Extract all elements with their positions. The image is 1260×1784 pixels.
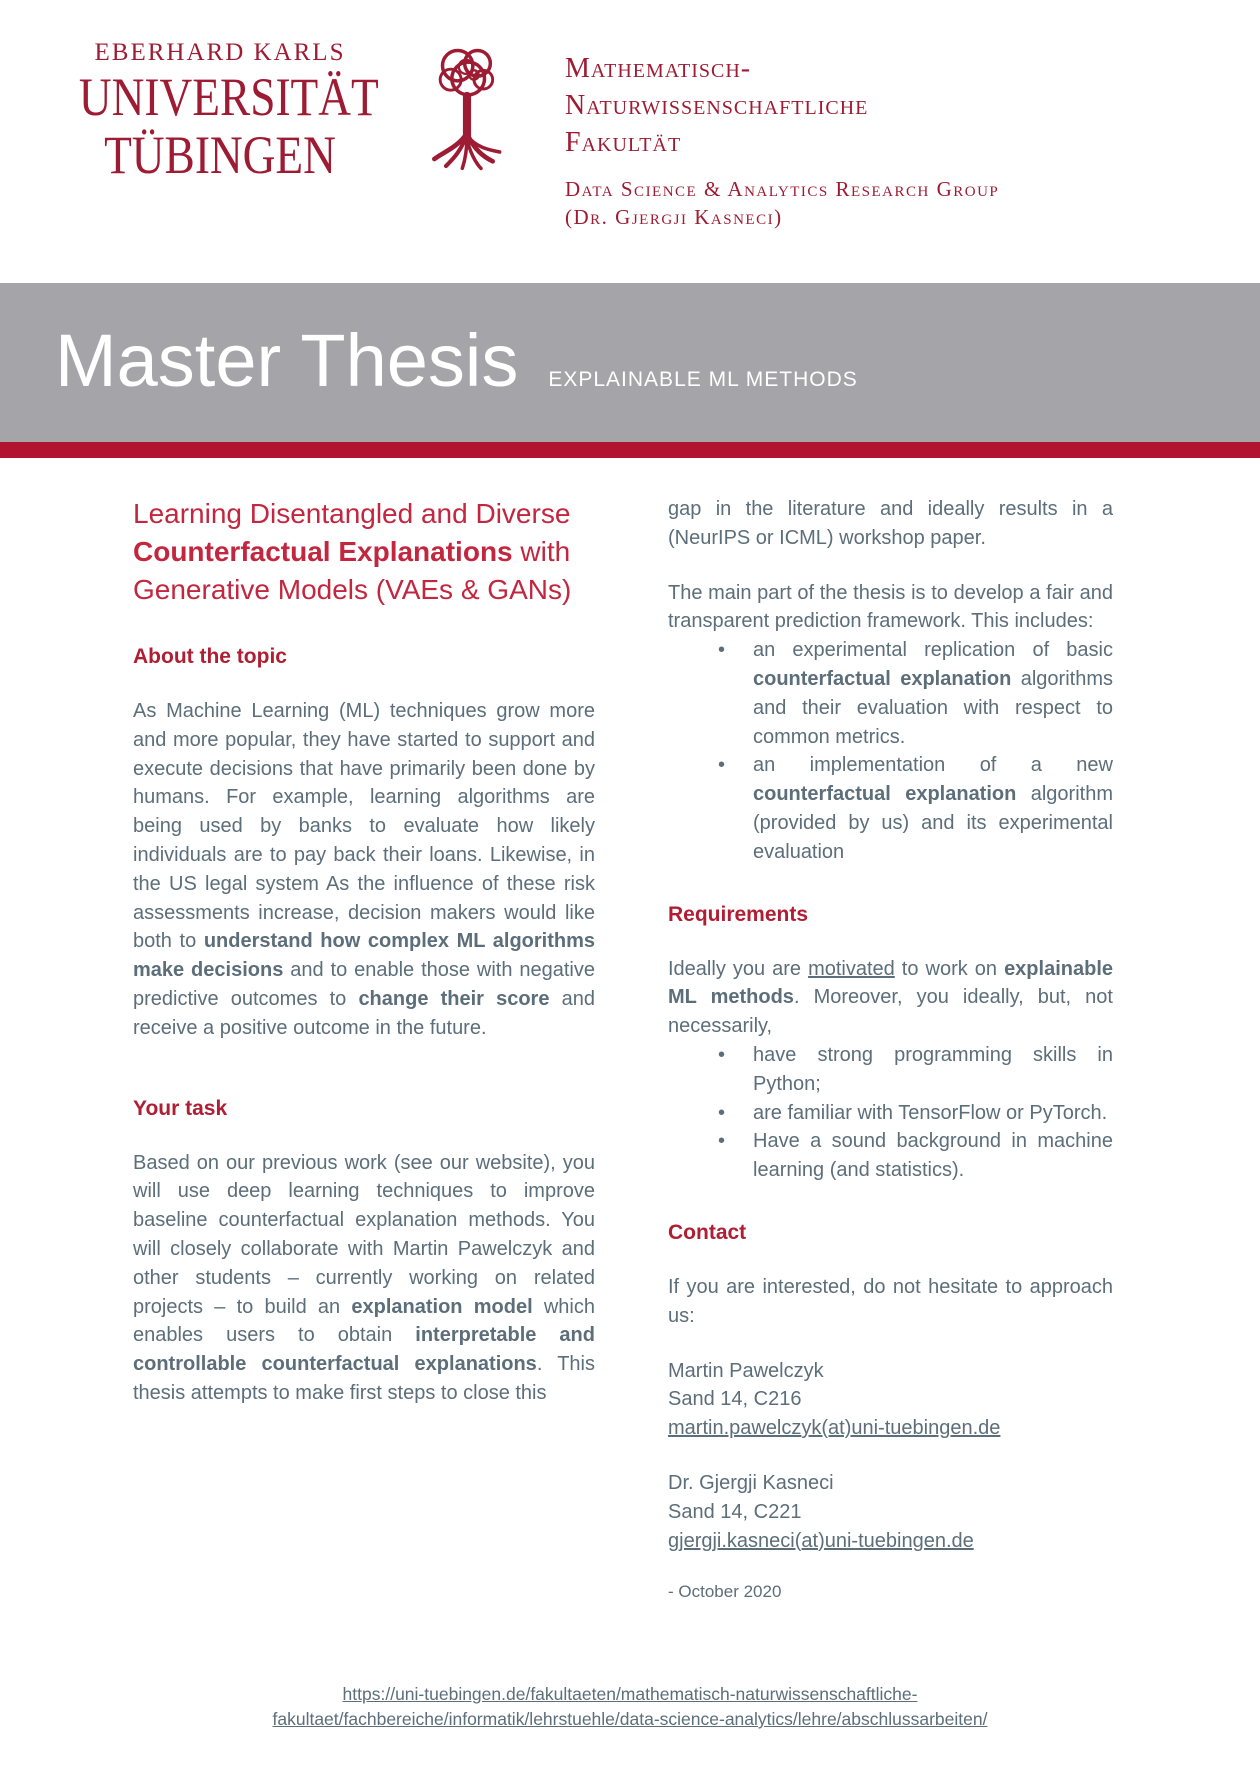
bullet-item: • an experimental replication of basic counterfactual explanation algorithms and their evaluation with respect to common metrics. [668,636,1113,751]
university-wordmark [52,38,388,184]
tree-logo-icon [428,40,506,185]
footer-url-line-2[interactable]: fakultaet/fachbereiche/informatik/lehrstuehle/data-science-analytics/lehre/abschlussarbeiten/ [272,1709,988,1729]
email-link-kasneci[interactable]: gjergji.kasneci(at)uni-tuebingen.de [668,1529,974,1552]
requirements-paragraph: Ideally you are motivated to work on explainable ML methods. Moreover, you ideally, but, not necessarily, [668,957,1113,1038]
bullet-item: • an implementation of a new counterfactual explanation algorithm (provided by us) and its experimental evaluation [668,751,1113,866]
bullet-item: • Have a sound background in machine learning (and statistics). [668,1127,1113,1185]
banner-title: Master Thesis [55,319,519,402]
about-paragraph: As Machine Learning (ML) techniques grow more and more popular, they have started to support and execute decisions that have primarily been done by humans. For example, learning algorithms are being used by banks to evaluate how likely individuals are to pay back their loans. Likewise, in the US legal system As the influence of these risk assessments increase, decision makers would like both to understand how complex ML algorithms make decisions and to enable those with negative predictive outcomes to change their score and receive a positive outcome in the future. [133,700,595,1039]
contact-card-pawelczyk [668,1357,1113,1443]
bullet-item: • have strong programming skills in Python; [668,1041,1113,1099]
research-group-line: Data Science & Analytics Research Group [565,177,1000,201]
requirements-bullet-list [668,1041,1113,1185]
document-header [0,0,1260,283]
contact-card-kasneci [668,1469,1113,1555]
section-heading-requirements: Requirements [668,902,809,926]
continuation-paragraph: gap in the literature and ideally results in a (NeurIPS or ICML) workshop paper. [668,498,1113,549]
wordmark-line-universitaet: UNIVERSITÄT [78,67,379,127]
right-column [668,495,1113,1603]
section-heading-contact: Contact [668,1220,747,1244]
left-column [133,495,595,1603]
section-heading-task: Your task [133,1096,228,1120]
footer-url-line-1[interactable]: https://uni-tuebingen.de/fakultaeten/mathematisch-naturwissenschaftliche- [342,1684,918,1704]
contact-address: Sand 14, C216 [668,1388,802,1411]
faculty-line-1: Mathematisch- [565,53,752,84]
contact-address: Sand 14, C221 [668,1500,802,1523]
main-part-paragraph: The main part of the thesis is to develop a fair and transparent prediction framework. This includes: [668,581,1113,633]
faculty-line-3: Fakultät [565,127,682,158]
includes-bullet-list [668,636,1113,866]
section-heading-about: About the topic [133,645,287,668]
date-note: - October 2020 [668,1582,782,1602]
faculty-block [565,50,999,231]
contact-intro: If you are interested, do not hesitate to approach us: [668,1275,1113,1327]
wordmark-line-tuebingen: TÜBINGEN [104,125,336,185]
banner-subtitle: EXPLAINABLE ML METHODS [548,368,858,391]
red-stripe-divider [0,442,1260,458]
research-group-head: (Dr. Gjergji Kasneci) [565,205,783,229]
title-banner [0,283,1260,442]
email-link-pawelczyk[interactable]: martin.pawelczyk(at)uni-tuebingen.de [668,1417,1001,1440]
bullet-item: • are familiar with TensorFlow or PyTorch. [668,1099,1113,1128]
task-paragraph: Based on our previous work (see our website), you will use deep learning techniques to improve baseline counterfactual explanation methods. You will closely collaborate with Martin Pawelczyk and other students – currently working on related projects – to build an explanation model which enables users to obtain interpretable and controllable counterfactual explanations. This thesis attempts to make first steps to close this [133,1151,595,1404]
contact-name: Dr. Gjergji Kasneci [668,1471,834,1494]
contact-name: Martin Pawelczyk [668,1359,824,1382]
wordmark-line-eberhard-karls: EBERHARD KARLS [94,39,346,66]
footer-links [0,1682,1260,1732]
content-columns [0,458,1260,1603]
thesis-title: Learning Disentangled and Diverse Counterfactual Explanations with Generative Models (VAEs & GANs) [133,498,572,605]
faculty-line-2: Naturwissenschaftliche [565,90,869,121]
